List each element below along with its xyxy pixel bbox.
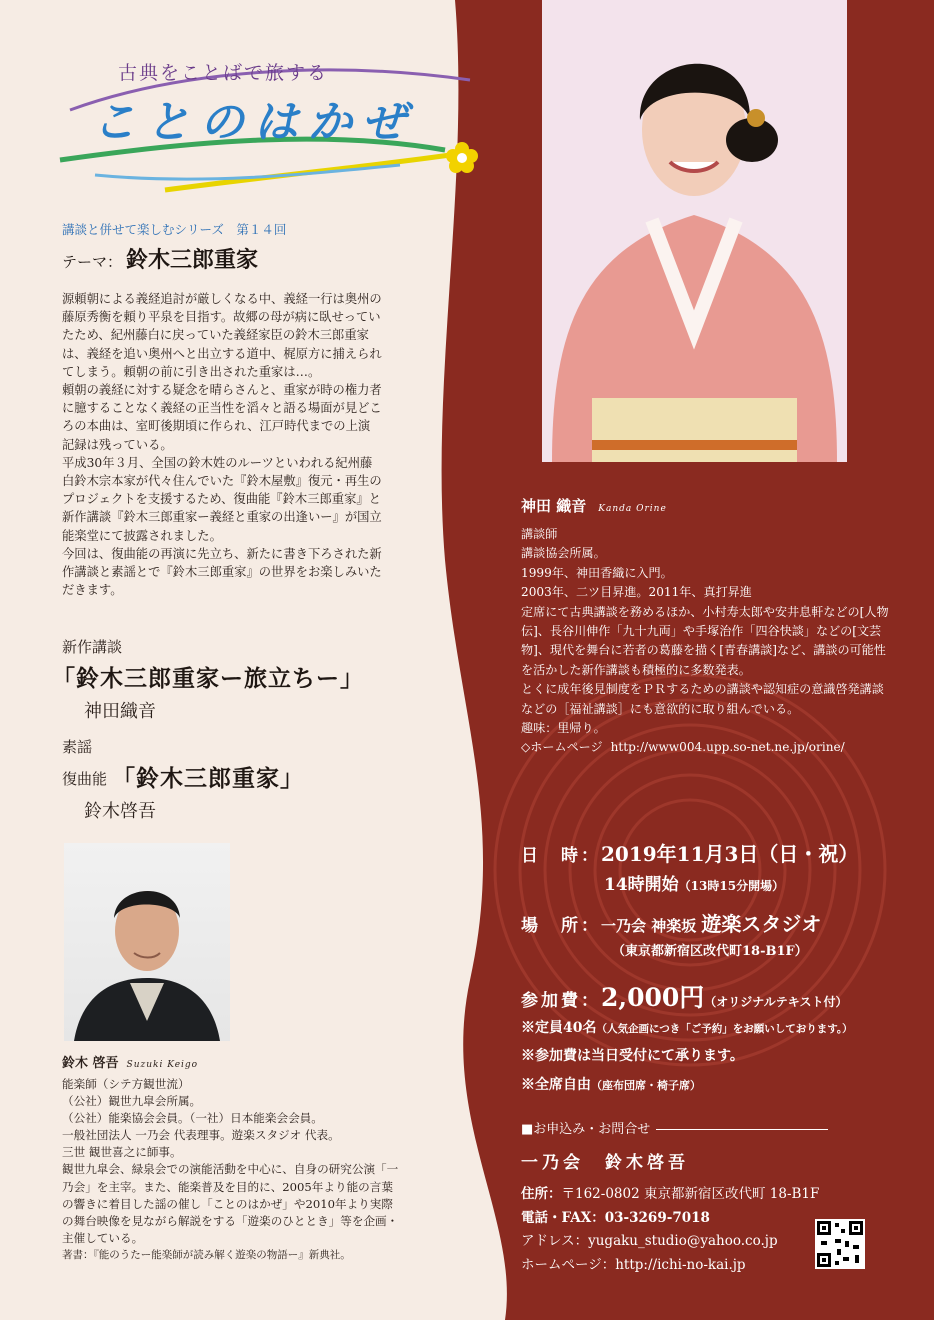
kanda-name bbox=[521, 495, 667, 516]
kanda-bio-line: 趣味：里帰り。 bbox=[521, 721, 606, 736]
email-label: アドレス： bbox=[521, 1233, 589, 1249]
contact-org: 一乃会 鈴木啓吾 bbox=[521, 1153, 689, 1173]
tagline: 古典をことばで旅する bbox=[118, 62, 329, 84]
suutai-title: 「鈴木三郎重家」 bbox=[112, 765, 304, 792]
theme-heading bbox=[62, 243, 258, 274]
web-label: ホームページ： bbox=[521, 1256, 616, 1273]
kanda-bio-line: 講談師 bbox=[521, 527, 558, 541]
kanda-bio-line: 1999年、神田香織に入門。 bbox=[521, 565, 673, 580]
capacity: ※定員40名 bbox=[521, 1020, 597, 1036]
suzuki-bio bbox=[62, 1076, 402, 1264]
contact-phone bbox=[521, 1207, 821, 1231]
suzuki-portrait bbox=[64, 843, 230, 1041]
venue-org: 一乃会 神楽坂 bbox=[601, 917, 697, 935]
web-link[interactable]: http://ichi-no-kai.jp bbox=[615, 1256, 746, 1273]
suzuki-book: 著書：『能のうたー能楽師が読み解く遊楽の物語ー』新典社。 bbox=[62, 1248, 351, 1261]
suutai-heading: 素謡 bbox=[62, 738, 93, 756]
theme-title: 鈴木三郎重家 bbox=[126, 247, 259, 273]
venue-address-row bbox=[612, 940, 808, 959]
address-label: 住所： bbox=[521, 1186, 562, 1202]
seating: ※全席自由 bbox=[521, 1077, 591, 1093]
suzuki-bio-line: 一般社団法人 一乃会 代表理事。遊楽スタジオ 代表。 bbox=[62, 1128, 340, 1143]
suutai-performer: 鈴木啓吾 bbox=[84, 801, 156, 822]
kodan-title: 「鈴木三郎重家ー旅立ちー」 bbox=[52, 665, 364, 692]
email-link[interactable]: yugaku_studio@yahoo.co.jp bbox=[588, 1233, 778, 1249]
series-label: 講談と併せて楽しむシリーズ 第１４回 bbox=[62, 222, 287, 237]
suzuki-bio-line: （公社）観世九皐会所属。 bbox=[62, 1094, 202, 1109]
event-date: 2019年11月3日（日・祝） bbox=[601, 842, 859, 866]
contact-heading-text: ■お申込み・お問合せ bbox=[521, 1122, 651, 1137]
homepage-label: ◇ホームページ bbox=[521, 740, 603, 755]
payment-note: ※参加費は当日受付にて承ります。 bbox=[521, 1048, 744, 1064]
synopsis bbox=[62, 290, 382, 599]
date-row bbox=[521, 838, 858, 867]
kanda-name-text: 神田 織音 bbox=[521, 497, 587, 515]
synopsis-paragraph: 平成30年３月、全国の鈴木姓のルーツといわれる紀州藤白鈴木宗本家が代々住んでいた『鈴木屋敷』復元・再生のプロジェクトを支援するため、復曲能『鈴木三郎重家』と新作講談『鈴木三郎重家ー義経と重家の出逢いー』が国立能楽堂にて披露されました。 bbox=[62, 455, 382, 543]
venue-label: 場 所： bbox=[521, 916, 601, 936]
kanda-homepage-link[interactable]: http://www004.upp.so-net.ne.jp/orine/ bbox=[610, 740, 845, 755]
venue-name: 遊楽スタジオ bbox=[701, 912, 822, 936]
time-row bbox=[604, 870, 784, 895]
synopsis-paragraph: 今回は、復曲能の再演に先立ち、新たに書き下ろされた新作講談と素謡とで『鈴木三郎重家』の世界をお楽しみいただきます。 bbox=[62, 546, 382, 598]
kanda-bio-line: とくに成年後見制度をＰＲするための講談や認知症の意識啓発講談などの［福祉講談］にも意欲的に取り組んでいる。 bbox=[521, 682, 884, 716]
kodan-heading: 新作講談 bbox=[62, 638, 123, 656]
kanda-bio bbox=[521, 525, 893, 758]
suutai-prefix: 復曲能 bbox=[62, 770, 108, 788]
venue-row bbox=[521, 908, 821, 937]
start-time: 14時開始 bbox=[604, 875, 679, 895]
kanda-bio-line: 2003年、二ツ目昇進。2011年、真打昇進 bbox=[521, 585, 752, 600]
suzuki-bio-line: 三世 観世喜之に師事。 bbox=[62, 1145, 182, 1160]
fee-amount: 2,000円 bbox=[601, 983, 705, 1012]
suzuki-bio-line: 能楽師（シテ方観世流） bbox=[62, 1077, 190, 1091]
suzuki-bio-line: （公社）能楽協会会員。（一社）日本能楽会会員。 bbox=[62, 1111, 323, 1126]
contact-web bbox=[521, 1254, 821, 1278]
kanda-homepage bbox=[521, 738, 893, 757]
date-label: 日 時： bbox=[521, 846, 601, 866]
kanda-portrait bbox=[542, 0, 847, 462]
kanda-bio-line: 定席にて古典講談を務めるほか、小村寿太郎や安井息軒などの[人物伝]、長谷川伸作「九十九両」や手塚治作「四谷快談」などの[文芸物]、現代を舞台に若者の葛藤を描く[青春講談]など、講談の可能性を活かした新作講談も積極的に多数発表。 bbox=[521, 604, 889, 677]
suzuki-romaji: Suzuki Keigo bbox=[126, 1060, 199, 1070]
capacity-note: （人気企画につき「ご予約」をお願いしております。） bbox=[596, 1023, 853, 1035]
qr-code[interactable] bbox=[815, 1219, 865, 1269]
seating-note: （座布団席・椅子席） bbox=[591, 1079, 701, 1092]
suzuki-name-text: 鈴木 啓吾 bbox=[62, 1056, 119, 1071]
doors-time: （13時15分開場） bbox=[678, 879, 785, 893]
event-logo: ことのはかぜ bbox=[92, 97, 416, 148]
kodan-performer: 神田織音 bbox=[84, 701, 156, 722]
seating-row bbox=[521, 1074, 701, 1094]
capacity-row bbox=[521, 1017, 853, 1037]
kanda-bio-line: 講談協会所属。 bbox=[521, 546, 606, 561]
contact-heading bbox=[521, 1118, 828, 1137]
synopsis-paragraph: 源頼朝による義経追討が厳しくなる中、義経一行は奥州の藤原秀衡を頼り平泉を目指す。故郷の母が病に臥せっていたため、紀州藤白に戻っていた義経家臣の鈴木三郎重家は、義経を追い奥州へと出立する道中、梶原方に捕えられてしまう。頼朝の前に引き出された重家は…。 bbox=[62, 292, 382, 379]
venue-address: （東京都新宿区改代町18-B1F） bbox=[612, 944, 808, 959]
address-value: 〒162-0802 東京都新宿区改代町 18-B1F bbox=[561, 1186, 820, 1202]
fee-row bbox=[521, 978, 847, 1014]
fee-label: 参加費： bbox=[521, 991, 601, 1011]
suzuki-bio-line: 観世九皐会、緑泉会での演能活動を中心に、自身の研究公演「一乃会」を主宰。また、能楽普及を目的に、2005年より能の言葉の響きに着目した謡の催し「ことのはかぜ」や2010年より実際の舞台映像を見ながら解説をする「遊楽のひととき」等を企画・主催している。 bbox=[62, 1162, 399, 1245]
synopsis-paragraph: 頼朝の義経に対する疑念を晴らさんと、重家が時の権力者に臆することなく義経の正当性を滔々と語る場面が見どころの本曲は、室町後期頃に作られ、江戸時代までの上演記録は残っている。 bbox=[62, 383, 382, 452]
fee-note: （オリジナルテキスト付） bbox=[704, 995, 848, 1009]
phone-value: 03-3269-7018 bbox=[604, 1209, 710, 1226]
contact-details bbox=[521, 1183, 821, 1277]
contact-email bbox=[521, 1230, 821, 1254]
contact-address bbox=[521, 1183, 821, 1207]
kanda-romaji: Kanda Orine bbox=[598, 504, 667, 514]
theme-label: テーマ： bbox=[62, 253, 123, 271]
phone-label: 電話・FAX： bbox=[521, 1209, 605, 1226]
payment-row bbox=[521, 1045, 744, 1065]
suzuki-name bbox=[62, 1052, 198, 1071]
divider bbox=[656, 1129, 828, 1130]
